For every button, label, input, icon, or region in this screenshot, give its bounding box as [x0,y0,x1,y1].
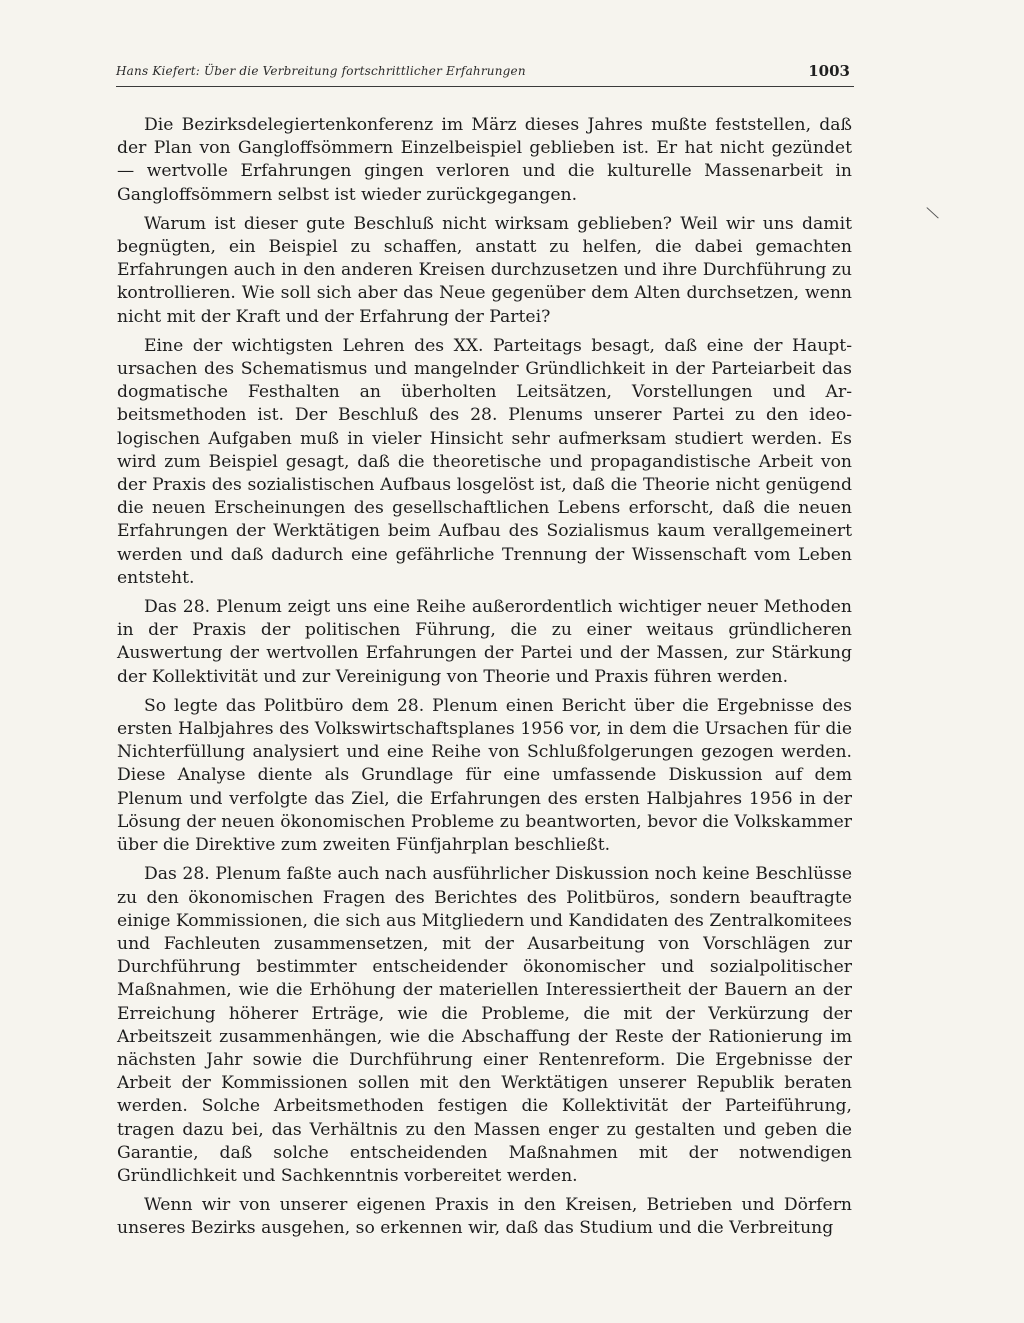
body-text [117,114,852,1247]
paragraph-4: Das 28. Plenum zeigt uns eine Reihe außerordentlich wichtiger neuer Methoden in der Praxis der politischen Führung, die zu einer weitaus gründlicheren Auswertung der wertvollen Erfahrungen der Partei und der Massen, zur Stärkung der Kollektivität und zur Vereinigung von Theorie und Praxis führen werden. [117,597,852,687]
margin-mark: ╲ [926,205,939,221]
running-title: Hans Kiefert: Über die Verbreitung fortschrittlicher Erfahrungen [116,64,526,78]
running-header [116,62,854,87]
paragraph-3: Eine der wichtigsten Lehren des XX. Parteitags besagt, daß eine der Hauptursachen des Schematismus und mangelnder Gründlichkeit in der Parteiarbeit das dogmatische Festhalten an überholten Leitsätzen, Vorstellungen und Arbeitsmethoden ist. Der Beschluß des 28. Plenums unserer Partei zu den ideologischen Aufgaben muß in vieler Hinsicht sehr aufmerksam studiert werden. Es wird zum Beispiel gesagt, daß die theoretische und propagandistische Arbeit von der Praxis des sozialistischen Aufbaus losgelöst ist, daß die Theorie nicht genügend die neuen Erscheinungen des gesellschaftlichen Lebens erforscht, daß die neuen Erfahrungen der Werktätigen beim Aufbau des Sozialismus kaum verallgemeinert werden und daß dadurch eine gefährliche Trennung der Wissenschaft vom Leben entsteht. [117,335,852,588]
paragraph-1: Die Bezirksdelegiertenkonferenz im März dieses Jahres mußte feststellen, daß der Plan von Gangloffsömmern Einzelbeispiel geblieben ist. Er hat nicht gezündet — wertvolle Erfahrungen gingen verloren und die kulturelle Massenarbeit in Gangloffsömmern selbst ist wieder zurückgegangen. [117,115,852,205]
paragraph-7: Wenn wir von unserer eigenen Praxis in den Kreisen, Betrieben und Dörfern unseres Bezirks ausgehen, so erkennen wir, daß das Studium und die Verbreitung [117,1195,852,1239]
paragraph-2: Warum ist dieser gute Beschluß nicht wirksam geblieben? Weil wir uns damit begnügten, ein Beispiel zu schaffen, anstatt zu helfen, die dabei gemachten Erfahrungen auch in den anderen Kreisen durchzusetzen und ihre Durchführung zu kontrollieren. Wie soll sich aber das Neue gegenüber dem Alten durchsetzen, wenn nicht mit der Kraft und der Erfahrung der Partei? [117,213,852,327]
paragraph-6: Das 28. Plenum faßte auch nach ausführlicher Diskussion noch keine Beschlüsse zu den ökonomischen Fragen des Berichtes des Politbüros, sondern beauftragte einige Kommissionen, die sich aus Mitgliedern und Kandidaten des Zentralkomitees und Fachleuten zusammensetzen, mit der Ausarbeitung von Vorschlägen zur Durchführung bestimmter entscheidender ökonomischer und sozialpolitischer Maßnahmen, wie die Erhöhung der materiellen Interessiertheit der Bauern an der Erreichung höherer Erträge, wie die Probleme, die mit der Verkürzung der Arbeitszeit zusammenhängen, wie die Abschaffung der Reste der Rationierung im nächsten Jahr sowie die Durchführung einer Rentenreform. Die Ergebnisse der Arbeit der Kommissionen sollen mit den Werktätigen unserer Republik beraten werden. Solche Arbeitsmethoden festigen die Kollektivität der Parteiführung, tragen dazu bei, das Verhältnis zu den Massen enger zu gestalten und geben die Garantie, daß solche entscheidenden Maßnahmen mit der notwendigen Gründlichkeit und Sachkenntnis vorbereitet werden. [117,864,852,1186]
page-number: 1003 [808,62,850,80]
paragraph-5: So legte das Politbüro dem 28. Plenum einen Bericht über die Ergebnisse des ersten Halbjahres des Volkswirtschaftsplanes 1956 vor, in dem die Ursachen für die Nichterfüllung analysiert und eine Reihe von Schlußfolgerungen gezogen werden. Diese Analyse diente als Grundlage für eine umfassende Diskussion auf dem Plenum und verfolgte das Ziel, die Erfahrungen des ersten Halbjahres 1956 in der Lösung der neuen ökonomischen Probleme zu beantworten, bevor die Volkskammer über die Direktive zum zweiten Fünfjahrplan beschließt. [117,695,852,856]
